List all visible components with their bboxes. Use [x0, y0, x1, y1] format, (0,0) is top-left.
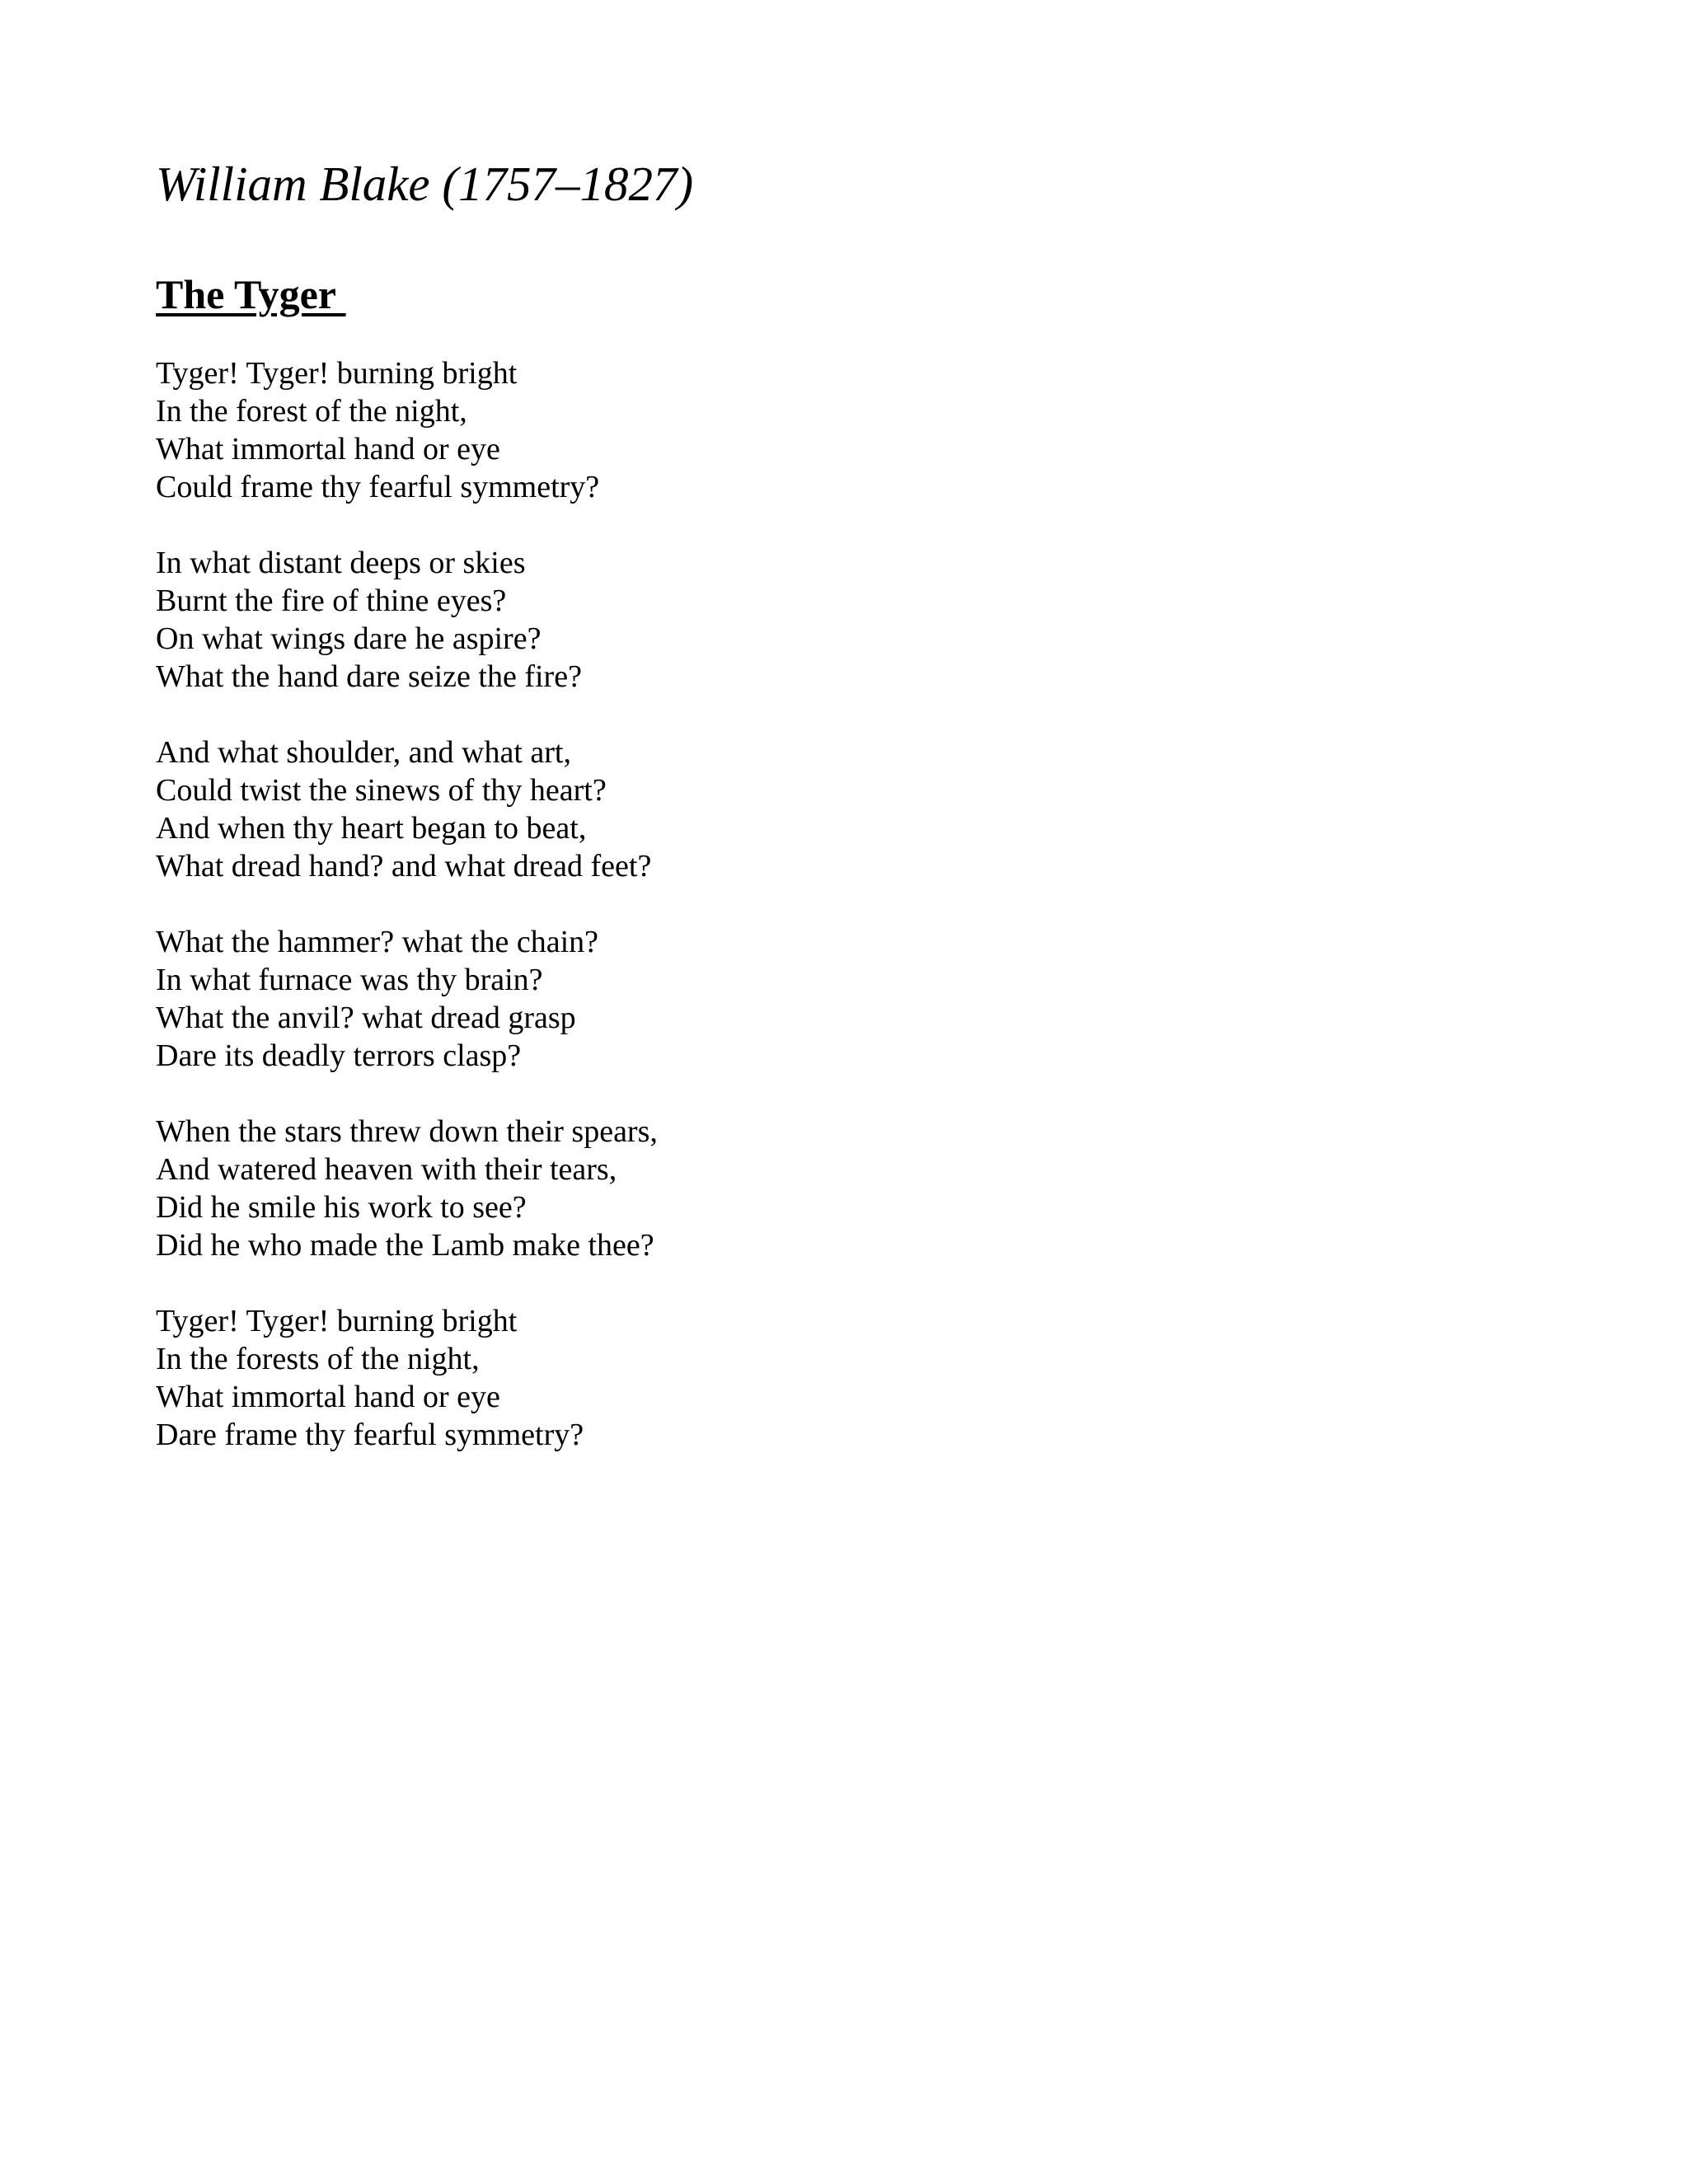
poem-title: The Tyger	[156, 271, 346, 317]
author-line: William Blake (1757–1827)	[156, 157, 694, 211]
poem-line: Did he who made the Lamb make thee?	[156, 1228, 654, 1263]
poem-line: In the forests of the night,	[156, 1342, 480, 1376]
stanza-1	[156, 354, 1392, 506]
stanza-3	[156, 733, 1392, 885]
poem-line: On what wings dare he aspire?	[156, 621, 542, 656]
poem-line: When the stars threw down their spears,	[156, 1114, 658, 1149]
poem-line: Did he smile his work to see?	[156, 1190, 527, 1225]
poem-line: What the hand dare seize the fire?	[156, 659, 582, 694]
poem-line: And what shoulder, and what art,	[156, 735, 571, 770]
poem-line: What immortal hand or eye	[156, 1380, 500, 1414]
poem-line: In the forest of the night,	[156, 394, 467, 429]
poem-line: Dare its deadly terrors clasp?	[156, 1038, 522, 1073]
poem-line: And when thy heart began to beat,	[156, 811, 587, 846]
poem-line: Burnt the fire of thine eyes?	[156, 583, 507, 618]
poem-line: What immortal hand or eye	[156, 432, 500, 466]
stanza-6	[156, 1302, 1392, 1454]
poem-line: In what distant deeps or skies	[156, 546, 526, 580]
poem-line: What dread hand? and what dread feet?	[156, 849, 652, 883]
stanza-4	[156, 923, 1392, 1075]
stanza-2	[156, 544, 1392, 696]
poem-line: What the hammer? what the chain?	[156, 925, 599, 959]
poem-line: What the anvil? what dread grasp	[156, 1001, 576, 1035]
poem-line: In what furnace was thy brain?	[156, 963, 543, 997]
stanza-5	[156, 1113, 1392, 1264]
poem-body	[156, 354, 1392, 1492]
poem-line: Tyger! Tyger! burning bright	[156, 356, 518, 391]
poem-line: Could twist the sinews of thy heart?	[156, 773, 607, 808]
poem-line: Tyger! Tyger! burning bright	[156, 1304, 518, 1338]
poem-line: Could frame thy fearful symmetry?	[156, 470, 600, 504]
poem-line: Dare frame thy fearful symmetry?	[156, 1418, 584, 1452]
poem-line: And watered heaven with their tears,	[156, 1152, 617, 1187]
